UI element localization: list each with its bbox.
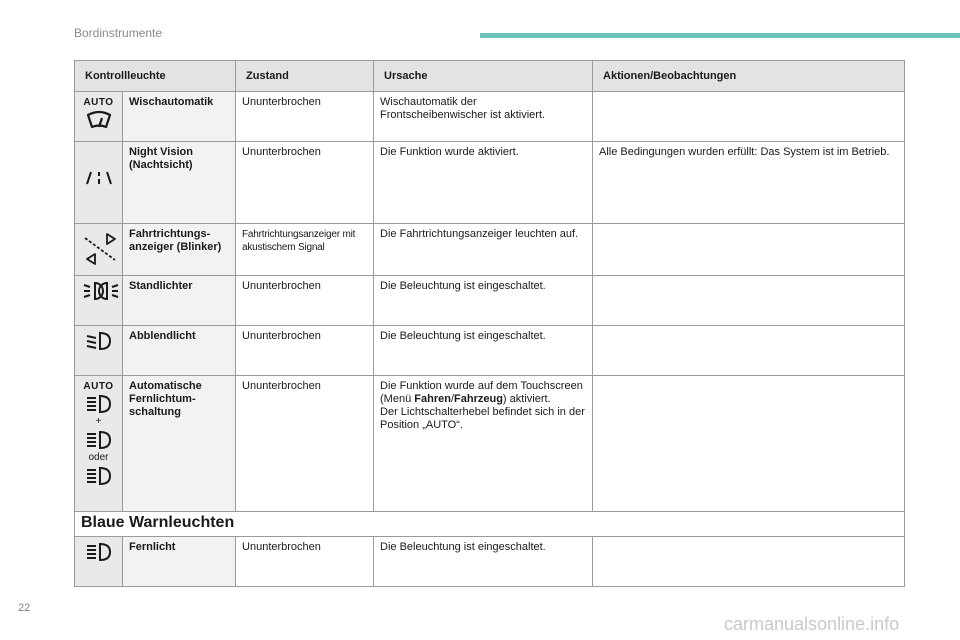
row-ursache: Wischautomatik der Frontscheibenwischer ist aktiviert. (374, 92, 593, 142)
section-row (75, 512, 905, 537)
table-row (75, 142, 905, 224)
row-name: Fernlicht (123, 537, 236, 587)
table-row (75, 276, 905, 326)
row-aktion (593, 326, 905, 376)
row-ursache (374, 376, 593, 512)
turn-signal-icon (75, 224, 123, 276)
row-name: Standlichter (123, 276, 236, 326)
oder-label: oder (88, 452, 109, 463)
page-number: 22 (18, 602, 31, 614)
row-zustand: Ununterbrochen (236, 92, 374, 142)
row-name: Night Vision (Nachtsicht) (123, 142, 236, 224)
row-zustand: Ununterbrochen (236, 537, 374, 587)
ursache-text: Die Funktion wurde auf dem Touchscreen (Menü (380, 380, 583, 405)
row-aktion (593, 92, 905, 142)
row-name: Automatische Fernlichtum-schaltung (123, 376, 236, 512)
high-beam-symbol-icon (84, 465, 114, 487)
plus-label: + (95, 416, 102, 427)
row-aktion (593, 276, 905, 326)
row-zustand-text: Fahrtrichtungsanzeiger mit akustischem Signal (242, 229, 356, 253)
table-row (75, 224, 905, 276)
auto-high-beam-icon (75, 376, 123, 512)
watermark: carmanualsonline.info (724, 614, 900, 634)
row-name: Fahrtrichtungs-anzeiger (Blinker) (123, 224, 236, 276)
ursache-line2: Der Lichtschalterhebel befindet sich in der Position „AUTO“. (380, 406, 585, 431)
section-title: Blaue Warnleuchten (75, 512, 905, 537)
table-row (75, 326, 905, 376)
row-zustand: Ununterbrochen (236, 276, 374, 326)
row-ursache: Die Funktion wurde aktiviert. (374, 142, 593, 224)
page-header-title: Bordinstrumente (74, 26, 163, 40)
wiper-auto-icon (75, 92, 123, 142)
row-aktion (593, 537, 905, 587)
dipped-beam-icon (75, 326, 123, 376)
high-beam-symbol-icon (84, 393, 114, 415)
indicator-table (74, 60, 905, 587)
row-aktion: Alle Bedingungen wurden erfüllt: Das System ist im Betrieb. (593, 142, 905, 224)
high-beam-symbol-icon (84, 429, 114, 451)
row-name: Wischautomatik (123, 92, 236, 142)
header-accent-bar (480, 33, 960, 38)
row-ursache: Die Fahrtrichtungsanzeiger leuchten auf. (374, 224, 593, 276)
ursache-sep: / (450, 393, 455, 405)
col-header-zustand: Zustand (236, 61, 374, 92)
col-header-kontrollleuchte: Kontrollleuchte (75, 61, 236, 92)
col-header-ursache: Ursache (374, 61, 593, 92)
row-aktion (593, 224, 905, 276)
table-row (75, 92, 905, 142)
row-zustand (236, 224, 374, 276)
table-row (75, 537, 905, 587)
row-name: Abblendlicht (123, 326, 236, 376)
row-zustand: Ununterbrochen (236, 326, 374, 376)
row-ursache: Die Beleuchtung ist eingeschaltet. (374, 326, 593, 376)
row-ursache: Die Beleuchtung ist eingeschaltet. (374, 537, 593, 587)
table-header-row (75, 61, 905, 92)
row-aktion (593, 376, 905, 512)
col-header-aktionen: Aktionen/Beobachtungen (593, 61, 905, 92)
side-lights-icon (75, 276, 123, 326)
menu-fahrzeug: Fahrzeug (454, 393, 503, 405)
row-ursache: Die Beleuchtung ist eingeschaltet. (374, 276, 593, 326)
ursache-text: ) aktiviert. (502, 393, 551, 405)
row-zustand: Ununterbrochen (236, 142, 374, 224)
auto-label: AUTO (83, 97, 114, 108)
table-row (75, 376, 905, 512)
night-vision-icon (75, 142, 123, 224)
high-beam-icon (75, 537, 123, 587)
row-zustand: Ununterbrochen (236, 376, 374, 512)
auto-label: AUTO (83, 381, 114, 392)
menu-fahren: Fahren (414, 393, 451, 405)
